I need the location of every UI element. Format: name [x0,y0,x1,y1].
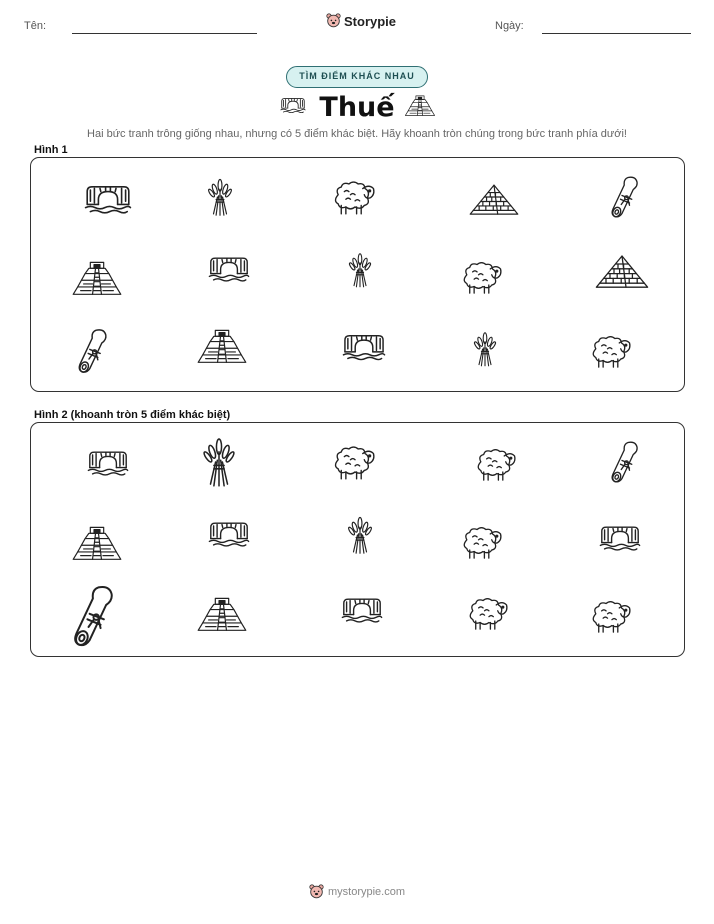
bridge-icon [341,594,383,624]
sheep-icon [458,258,502,296]
bear-mascot-icon [309,884,324,900]
footer [309,884,405,900]
picture1-label: Hình 1 [34,144,68,156]
bridge-icon [342,331,386,361]
brand-logo [326,13,396,29]
name-field[interactable] [72,33,257,34]
bridge-icon [87,447,129,477]
temple-icon [404,94,436,118]
scroll-icon [75,327,111,375]
bridge-icon [599,521,641,553]
scroll-icon [65,583,123,649]
temple-icon [196,593,248,635]
brand-name: Storypie [344,13,397,29]
temple-icon [196,325,248,367]
temple-icon [71,257,123,299]
wheat-icon [207,175,233,219]
temple-icon [71,522,123,564]
sheep-icon [329,442,375,482]
instructions: Hai bức tranh trông giống nhau, nhưng có 5 điểm khác biệt. Hãy khoanh tròn chúng trong bức tranh phía dưới! [87,128,627,140]
worksheet-title: Thuế [319,92,395,123]
pyramid-icon [594,252,650,292]
bridge-icon [280,96,306,116]
wheat-icon [348,248,372,292]
sheep-icon [464,594,508,632]
scroll-icon [610,173,640,221]
footer-url[interactable]: mystorypie.com [328,886,406,898]
bear-mascot-icon [326,13,341,29]
wheat-icon [347,513,373,557]
picture1-panel [30,157,685,392]
scroll-icon [610,438,640,486]
sheep-icon [472,444,516,484]
sheep-icon [587,597,631,635]
bridge-icon [208,518,250,548]
wheat-icon [473,326,497,372]
bridge-icon [84,182,132,214]
bridge-icon [208,253,250,283]
sheep-icon [587,332,631,370]
sheep-icon [329,177,375,217]
picture2-panel[interactable] [30,422,685,657]
activity-badge: TÌM ĐIỂM KHÁC NHAU [286,66,428,88]
date-field[interactable] [542,33,691,34]
date-label: Ngày: [495,20,524,32]
name-label: Tên: [24,20,47,32]
sheep-icon [458,523,502,561]
picture2-label: Hình 2 (khoanh tròn 5 điểm khác biệt) [34,409,231,421]
pyramid-icon [468,181,520,219]
wheat-icon [202,431,236,493]
